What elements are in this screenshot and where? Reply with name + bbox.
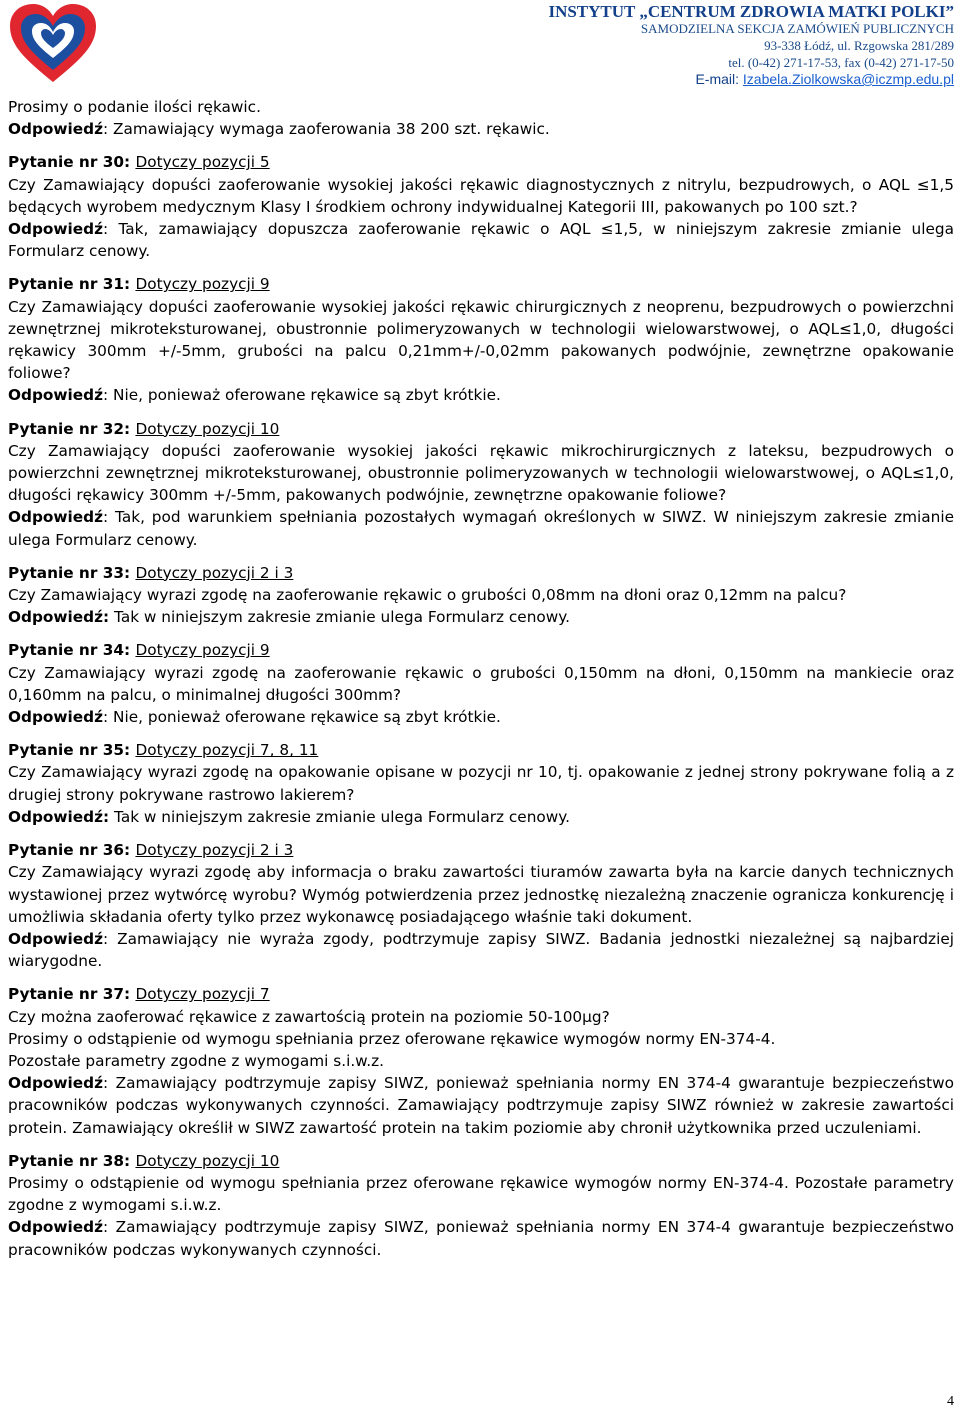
position-reference: Dotyczy pozycji 9 xyxy=(135,275,270,294)
answer-text: Odpowiedź: Zamawiający nie wyraża zgody, podtrzymuje zapisy SIWZ. Badania jednostki niezależnej są najbardziej wiarygodne. xyxy=(8,929,954,971)
question-heading: Pytanie nr 37: Dotyczy pozycji 7 xyxy=(8,985,270,1004)
position-reference: Dotyczy pozycji 7, 8, 11 xyxy=(135,741,319,760)
answer-text: Odpowiedź: Nie, ponieważ oferowane rękawice są zbyt krótkie. xyxy=(8,386,501,405)
question-text: Prosimy o odstąpienie od wymogu spełniania przez oferowane rękawice wymogów normy EN-374-4. Pozostałe parametry zgodne z wymogami s.i.w.z. xyxy=(8,1173,954,1215)
question-text: Czy Zamawiający wyrazi zgodę na opakowanie opisane w pozycji nr 10, tj. opakowanie z jednej strony pokrywane folią a z drugiej strony pokrywane rastrowo lakierem? xyxy=(8,763,954,804)
question-heading: Pytanie nr 32: Dotyczy pozycji 10 xyxy=(8,419,280,438)
answer-text: Odpowiedź: Zamawiający podtrzymuje zapisy SIWZ, ponieważ spełniania normy EN 374-4 gwarantuje bezpieczeństwo pracowników podczas wykonywanych czynności. Zamawiający podtrzymuje zapisy SIWZ również w zakresie zawartości protein. Zamawiający określił w SIWZ zawartość protein na takim poziomie aby chronił użytkownika przed uczuleniami. xyxy=(8,1074,954,1137)
question-heading: Pytanie nr 34: Dotyczy pozycji 9 xyxy=(8,641,270,660)
page-number: 4 xyxy=(947,1394,954,1409)
question-text-line: Pozostałe parametry zgodne z wymogami s.i.w.z. xyxy=(8,1051,385,1070)
document-body xyxy=(8,96,954,1272)
question-text: Czy Zamawiający dopuści zaoferowanie wysokiej jakości rękawic chirurgicznych z neoprenu, bezpudrowych o powierzchni zewnętrznej mikroteksturowanej, obustronnie polimeryzowanych w technologii wielowarstwowej, o AQL≤1,0, długości rękawicy 300mm +/-5mm, grubości na palcu 0,21mm+/-0,02mm pakowanych podwójnie, zewnętrzne opakowanie foliowe? xyxy=(8,297,954,383)
position-reference: Dotyczy pozycji 7 xyxy=(135,985,270,1004)
answer-text: Odpowiedź: Tak w niniejszym zakresie zmianie ulega Formularz cenowy. xyxy=(8,807,570,826)
institution-name: INSTYTUT „CENTRUM ZDROWIA MATKI POLKI” xyxy=(548,2,954,21)
answer-label: Odpowiedź xyxy=(8,120,104,139)
question-text-line: Czy można zaoferować rękawice z zawartością protein na poziomie 50-100µg? xyxy=(8,1007,610,1026)
question-heading: Pytanie nr 33: Dotyczy pozycji 2 i 3 xyxy=(8,563,294,582)
institution-address: 93-338 Łódź, ul. Rzgowska 281/289 xyxy=(764,38,954,53)
question-33 xyxy=(8,562,954,629)
question-heading: Pytanie nr 30: Dotyczy pozycji 5 xyxy=(8,153,270,172)
question-30 xyxy=(8,151,954,262)
question-text: Czy Zamawiający wyrazi zgodę aby informacja o braku zawartości tiuramów zawarta była na karcie danych technicznych wystawionej przez wytwórcę wyrobu? Wymóg potwierdzenia przez jednostkę niezależną znaczenie ogranicza konkurencję i umożliwia składania oferty tylko przez wykonawcę posiadającego właśnie taki dokument. xyxy=(8,863,954,926)
question-31 xyxy=(8,273,954,406)
question-35 xyxy=(8,739,954,828)
institution-email: E-mail: Izabela.Ziolkowska@iczmp.edu.pl xyxy=(695,71,954,87)
question-text-line: Prosimy o odstąpienie od wymogu spełniania przez oferowane rękawice wymogów normy EN-374-4. xyxy=(8,1029,776,1048)
position-reference: Dotyczy pozycji 2 i 3 xyxy=(135,841,294,860)
question-text: Czy Zamawiający wyrazi zgodę na zaoferowanie rękawic o grubości 0,150mm na dłoni, 0,150mm na mankiecie oraz 0,160mm na palcu, o minimalnej długości 300mm? xyxy=(8,663,954,704)
question-heading: Pytanie nr 38: Dotyczy pozycji 10 xyxy=(8,1151,280,1170)
question-36 xyxy=(8,839,954,972)
email-link[interactable]: Izabela.Ziolkowska@iczmp.edu.pl xyxy=(742,71,954,87)
intro-text: Prosimy o podanie ilości rękawic. xyxy=(8,98,261,116)
question-text: Czy Zamawiający dopuści zaoferowanie wysokiej jakości rękawic diagnostycznych z nitrylu, bezpudrowych, o AQL ≤1,5 będących wyrobem medycznym Klasy I środkiem ochrony indywidualnej Kategorii III, pakowanych po 100 szt.? xyxy=(8,175,954,216)
institute-logo xyxy=(6,2,100,86)
question-34 xyxy=(8,639,954,728)
question-37 xyxy=(8,983,954,1138)
question-text: Czy Zamawiający wyrazi zgodę na zaoferowanie rękawic o grubości 0,08mm na dłoni oraz 0,12mm na palcu? xyxy=(8,586,847,605)
question-heading: Pytanie nr 35: Dotyczy pozycji 7, 8, 11 xyxy=(8,741,319,760)
question-text: Czy Zamawiający dopuści zaoferowanie wysokiej jakości rękawic mikrochirurgicznych z lateksu, bezpudrowych o powierzchni zewnętrznej mikroteksturowanej, obustronnie polimeryzowanych w technologii wielowarstwowej, o AQL≤1,0, długości rękawicy 300mm +/-5mm, pakowanych podwójnie, zewnętrzne opakowanie foliowe? xyxy=(8,441,954,505)
answer-text: Odpowiedź: Tak, pod warunkiem spełniania pozostałych wymagań określonych w SIWZ. W niniejszym zakresie zmianie ulega Formularz cenowy. xyxy=(8,508,954,549)
position-reference: Dotyczy pozycji 9 xyxy=(135,641,270,660)
position-reference: Dotyczy pozycji 10 xyxy=(135,1151,280,1170)
position-reference: Dotyczy pozycji 10 xyxy=(135,419,280,438)
institution-header xyxy=(548,2,954,88)
position-reference: Dotyczy pozycji 2 i 3 xyxy=(135,563,294,582)
question-32 xyxy=(8,418,954,551)
answer-text: Odpowiedź: Nie, ponieważ oferowane rękawice są zbyt krótkie. xyxy=(8,708,501,727)
question-38 xyxy=(8,1150,954,1261)
answer-text: Odpowiedź: Tak w niniejszym zakresie zmianie ulega Formularz cenowy. xyxy=(8,608,570,627)
answer-text: Odpowiedź: Zamawiający podtrzymuje zapisy SIWZ, ponieważ spełniania normy EN 374-4 gwarantuje bezpieczeństwo pracowników podczas wykonywanych czynności. xyxy=(8,1218,954,1259)
answer-text: Odpowiedź: Tak, zamawiający dopuszcza zaoferowanie rękawic o AQL ≤1,5, w niniejszym zakresie zmianie ulega Formularz cenowy. xyxy=(8,220,954,261)
question-heading: Pytanie nr 31: Dotyczy pozycji 9 xyxy=(8,275,270,294)
question-heading: Pytanie nr 36: Dotyczy pozycji 2 i 3 xyxy=(8,841,294,860)
position-reference: Dotyczy pozycji 5 xyxy=(135,153,270,172)
intro-answer: Odpowiedź: Zamawiający wymaga zaoferowania 38 200 szt. rękawic. xyxy=(8,120,550,139)
intro-block xyxy=(8,96,954,140)
department-name: SAMODZIELNA SEKCJA ZAMÓWIEŃ PUBLICZNYCH xyxy=(640,21,954,36)
institution-phone: tel. (0-42) 271-17-53, fax (0-42) 271-17-50 xyxy=(728,55,954,70)
